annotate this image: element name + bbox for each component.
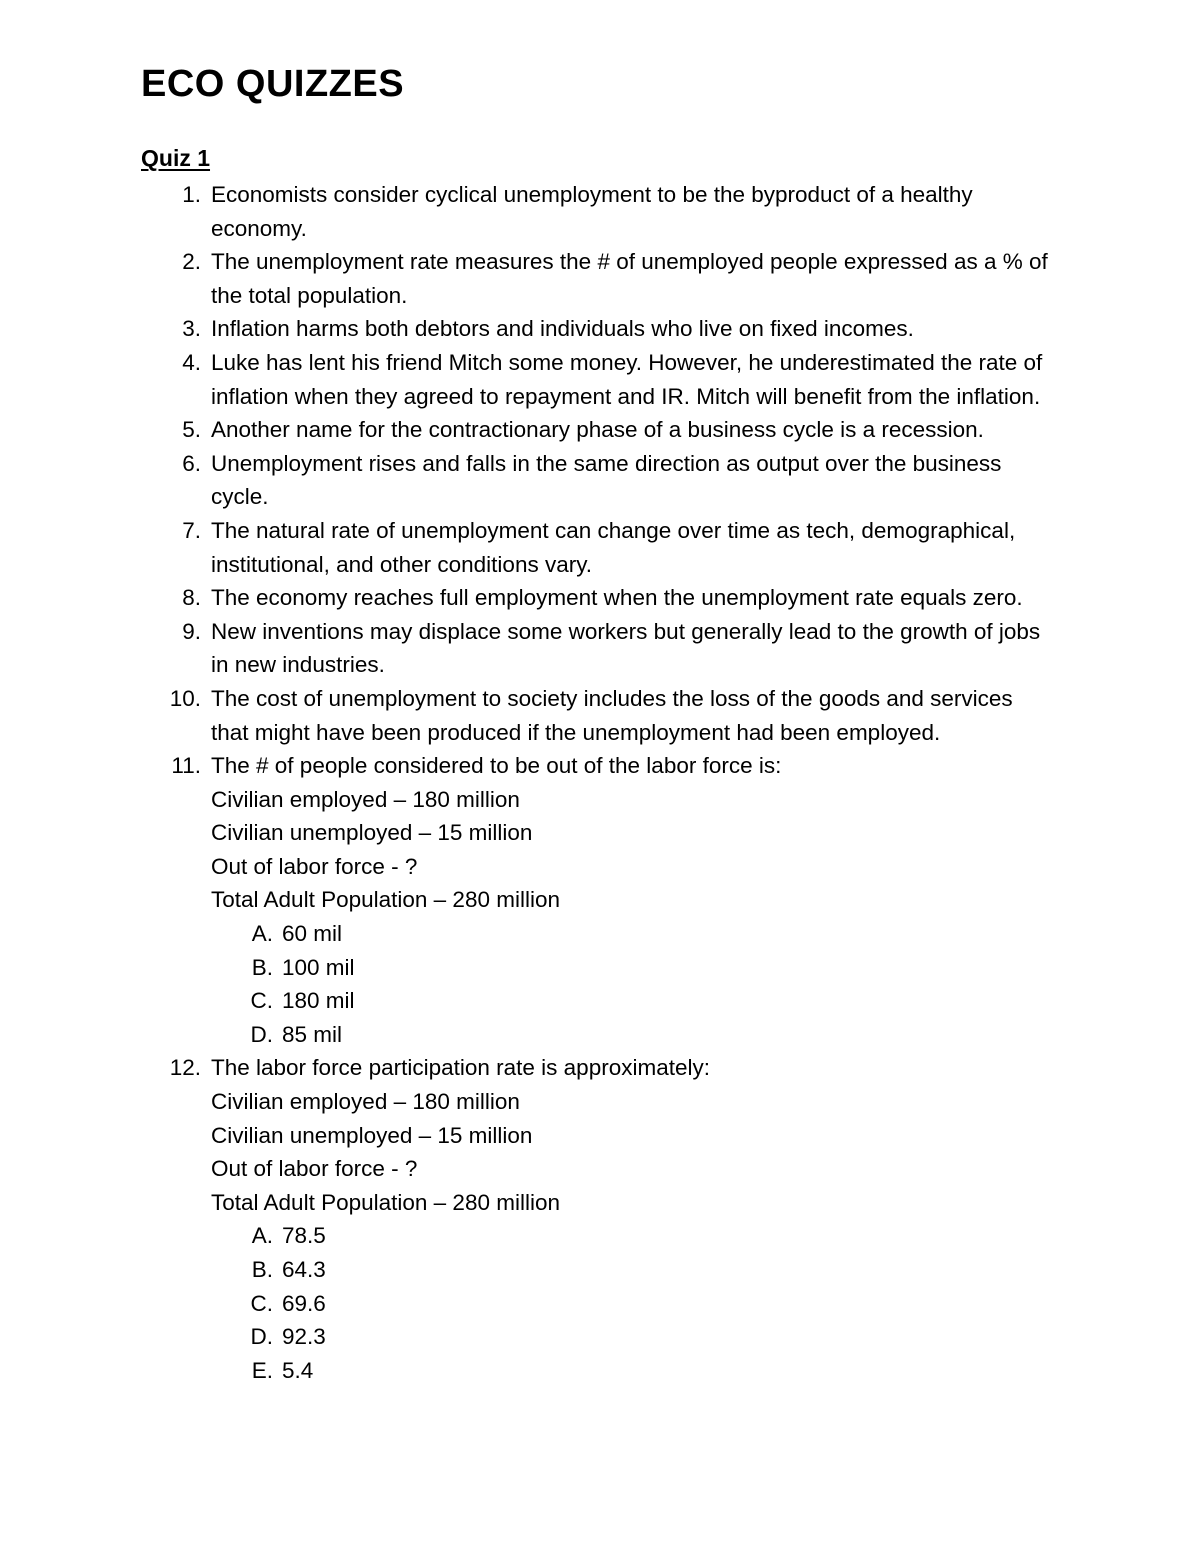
question-item — [0, 682, 1051, 749]
question-number: 1. — [182, 182, 201, 207]
question-text: The unemployment rate measures the # of unemployed people expressed as a % of the total population. — [211, 249, 1048, 308]
answer-option — [211, 1219, 1051, 1253]
question-item — [0, 581, 1051, 615]
question-text: The economy reaches full employment when the unemployment rate equals zero. — [211, 585, 1023, 611]
question-number: 4. — [182, 349, 201, 375]
question-item — [0, 413, 1051, 447]
answer-option — [211, 1354, 1051, 1388]
option-letter: E. — [251, 1357, 273, 1383]
option-text: 64.3 — [282, 1257, 326, 1282]
question-text: The cost of unemployment to society includes the loss of the goods and services that might have been produced if the unemployment had been employed. — [211, 685, 1013, 745]
option-text: 180 mil — [282, 988, 355, 1014]
option-text: 92.3 — [282, 1324, 326, 1350]
question-item — [0, 178, 1051, 245]
quiz-heading: Quiz 1 — [141, 145, 211, 171]
question-number: 3. — [182, 316, 201, 342]
answer-option — [211, 951, 1051, 985]
question-number: 11. — [171, 753, 201, 779]
question-text: The natural rate of unemployment can change over time as tech, demographical, institutional, and other conditions vary. — [211, 517, 1016, 577]
option-letter: A. — [251, 921, 273, 947]
given-value-line: Civilian employed – 180 million — [211, 786, 520, 812]
answer-option — [211, 984, 1051, 1018]
option-letter: C. — [250, 988, 273, 1014]
question-item — [0, 1051, 1051, 1387]
option-letter: C. — [250, 1290, 273, 1316]
question-text: Inflation harms both debtors and individuals who live on fixed incomes. — [211, 316, 914, 342]
given-value-line: Civilian employed – 180 million — [211, 1089, 520, 1115]
given-value-line: Total Adult Population – 280 million — [211, 1189, 560, 1215]
question-item — [0, 447, 1051, 514]
given-value-line: Civilian unemployed – 15 million — [211, 820, 533, 846]
answer-option — [211, 1018, 1051, 1052]
document-title: ECO QUIZZES — [141, 63, 405, 105]
given-value-line: Out of labor force - ? — [211, 853, 418, 879]
question-text: Luke has lent his friend Mitch some money. However, he underestimated the rate of inflation when they agreed to repayment and IR. Mitch will benefit from the inflation. — [211, 349, 1043, 409]
option-letter: B. — [251, 954, 273, 980]
option-text: 100 mil — [282, 954, 355, 980]
given-value-line: Total Adult Population – 280 million — [211, 887, 560, 913]
question-number: 9. — [182, 618, 201, 644]
question-number: 2. — [182, 249, 201, 275]
given-value-line: Civilian unemployed – 15 million — [211, 1122, 533, 1148]
answer-option — [211, 1287, 1051, 1321]
question-item — [0, 346, 1051, 413]
question-number: 12. — [169, 1055, 201, 1081]
option-letter: D. — [250, 1021, 273, 1047]
given-value-line: Out of labor force - ? — [211, 1156, 418, 1182]
question-list — [0, 178, 1200, 1387]
question-item — [0, 615, 1051, 682]
option-letter: D. — [250, 1324, 273, 1350]
question-number: 6. — [182, 450, 201, 476]
question-number: 5. — [182, 417, 201, 443]
question-item — [0, 312, 1051, 346]
question-text: The # of people considered to be out of the labor force is: — [211, 753, 782, 779]
question-item — [0, 514, 1051, 581]
answer-option — [211, 1320, 1051, 1354]
question-text: Economists consider cyclical unemployment to be the byproduct of a healthy economy. — [211, 182, 973, 241]
question-number: 7. — [182, 517, 201, 543]
question-text: Another name for the contractionary phase of a business cycle is a recession. — [211, 417, 984, 443]
question-text: New inventions may displace some workers but generally lead to the growth of jobs in new industries. — [211, 618, 1041, 678]
question-number: 10. — [169, 685, 201, 711]
option-text: 69.6 — [282, 1290, 326, 1316]
option-letter: A. — [251, 1223, 273, 1249]
option-text: 60 mil — [282, 921, 343, 947]
answer-option — [211, 917, 1051, 951]
option-letter: B. — [251, 1257, 273, 1282]
question-text: Unemployment rises and falls in the same direction as output over the business cycle. — [211, 450, 1002, 510]
question-item — [0, 245, 1051, 312]
option-text: 85 mil — [282, 1021, 343, 1047]
question-text: The labor force participation rate is approximately: — [211, 1055, 710, 1081]
question-number: 8. — [182, 585, 201, 611]
answer-options — [211, 1219, 1051, 1387]
option-text: 5.4 — [282, 1357, 314, 1383]
answer-options — [211, 917, 1051, 1051]
answer-option — [211, 1253, 1051, 1287]
option-text: 78.5 — [282, 1223, 326, 1249]
question-item — [0, 749, 1051, 1051]
